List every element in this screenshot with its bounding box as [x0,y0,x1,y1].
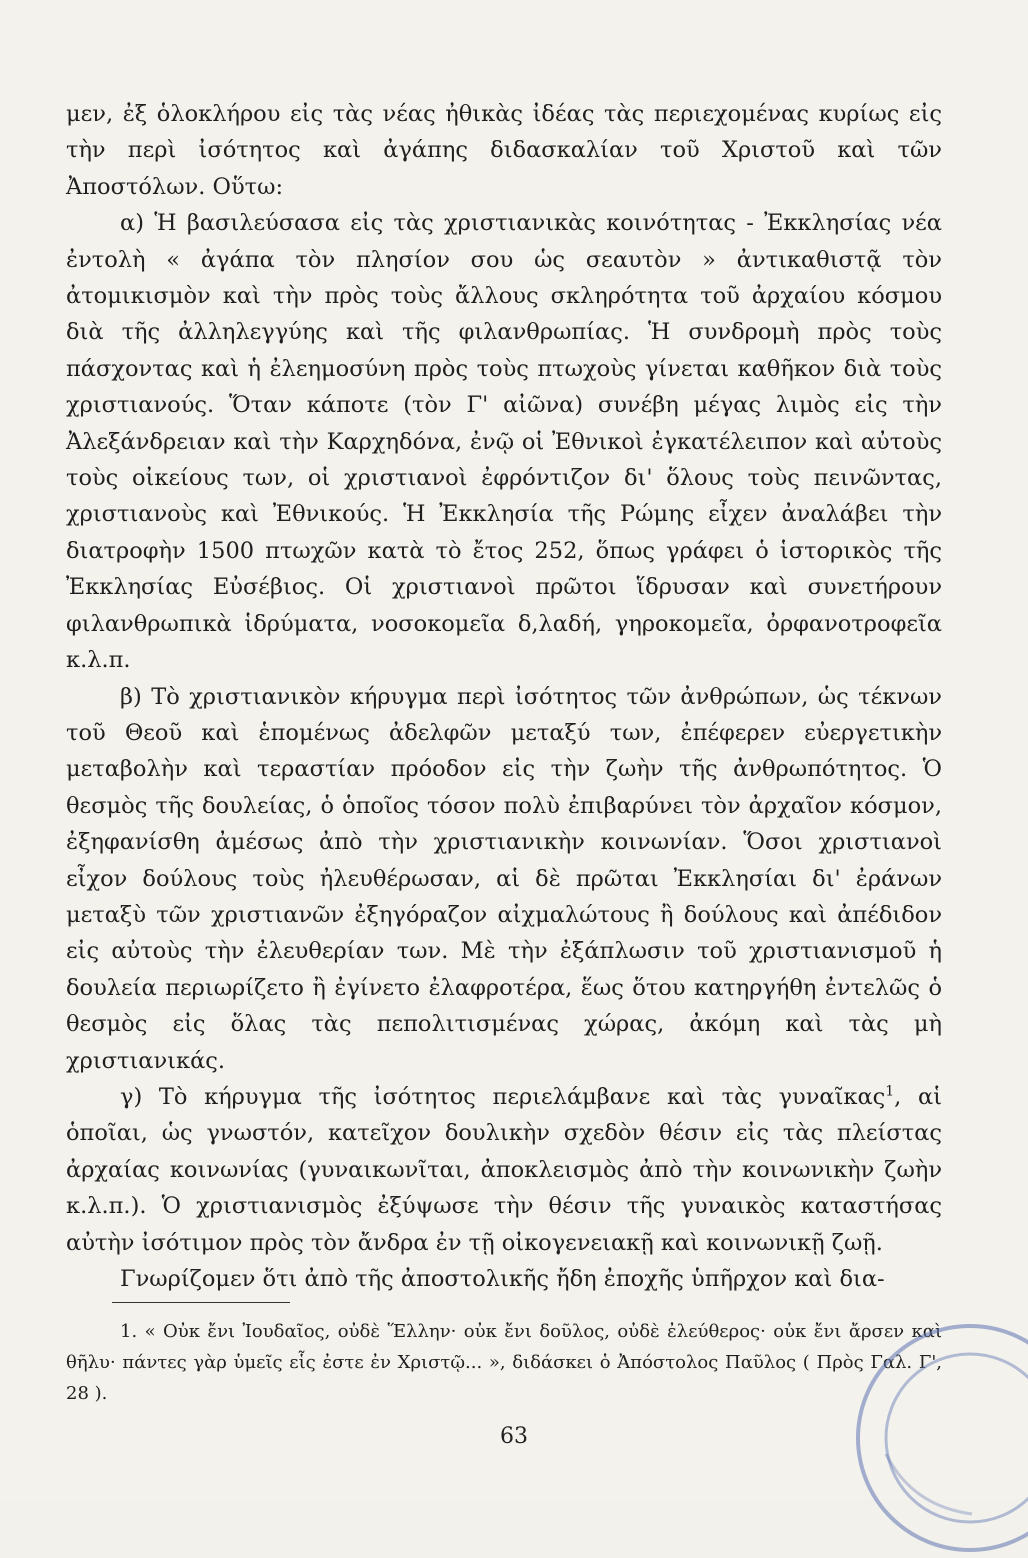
footnotes [66,1316,942,1409]
paragraph-alpha: α) Ἡ βασιλεύσασα εἰς τὰς χριστιανικὰς κοινότητας - Ἐκκλησίας νέα ἐντολὴ « ἀγάπα τὸν πλησίον σου ὡς σεαυτὸν » ἀντικαθιστᾷ τὸν ἀτομικισμὸν καὶ τὴν πρὸς τοὺς ἄλλους σκληρότητα τοῦ ἀρχαίου κόσμου διὰ τῆς ἀλληλεγγύης καὶ τῆς φιλανθρωπίας. Ἡ συνδρομὴ πρὸς τοὺς πάσχοντας καὶ ἡ ἐλεημοσύνη πρὸς τοὺς πτωχοὺς γίνεται καθῆκον διὰ τοὺς χριστιανούς. Ὅταν κάποτε (τὸν Γ' αἰῶνα) συνέβη μέγας λιμὸς εἰς τὴν Ἀλεξάνδρειαν καὶ τὴν Καρχηδόνα, ἐνῷ οἱ Ἐθνικοὶ ἐγκατέλειπον καὶ αὐτοὺς τοὺς οἰκείους των, οἱ χριστιανοὶ ἐφρόντιζον δι' ὅλους τοὺς πεινῶντας, χριστιανοὺς καὶ Ἐθνικούς. Ἡ Ἐκκλησία τῆς Ρώμης εἶχεν ἀναλάβει τὴν διατροφὴν 1500 πτωχῶν κατὰ τὸ ἔτος 252, ὅπως γράφει ὁ ἱστορικὸς τῆς Ἐκκλησίας Εὐσέβιος. Οἱ χριστιανοὶ πρῶτοι ἵδρυσαν καὶ συνετήρουν φιλανθρωπικὰ ἱδρύματα, νοσοκομεῖα δ,λαδή, γηροκομεῖα, ὀρφανοτροφεῖα κ.λ.π. [66,210,942,674]
footnote-1: 1. « Οὐκ ἔνι Ἰουδαῖος, οὐδὲ Ἕλλην· οὐκ ἔνι δοῦλος, οὐδὲ ἐλεύθερος· οὐκ ἔνι ἄρσεν καὶ θῆλυ· πάντες γὰρ ὑμεῖς εἷς ἐστε ἐν Χριστῷ... », διδάσκει ὁ Ἀπόστολος Παῦλος ( Πρὸς Γαλ. Γ', 28 ). [66,1321,942,1404]
paragraph-continued: Γνωρίζομεν ὅτι ἀπὸ τῆς ἀποστολικῆς ἤδη ἐποχῆς ὑπῆρχον καὶ δια- [120,1266,885,1292]
page-number: 63 [500,1424,528,1449]
stamp-inner-ring [886,1354,1028,1522]
footnote-divider [112,1302,290,1303]
paragraph-beta: β) Τὸ χριστιανικὸν κήρυγμα περὶ ἰσότητος τῶν ἀνθρώπων, ὡς τέκνων τοῦ Θεοῦ καὶ ἑπομένως ἀδελφῶν μεταξύ των, ἐπέφερεν εὐεργετικὴν μεταβολὴν καὶ τεραστίαν πρόοδον εἰς τὴν ζωὴν τῆς ἀνθρωπότητος. Ὁ θεσμὸς τῆς δουλείας, ὁ ὁποῖος τόσον πολὺ ἐπιβαρύνει τὸν ἀρχαῖον κόσμον, ἐξηφανίσθη ἀμέσως ἀπὸ τὴν χριστιανικὴν κοινωνίαν. Ὅσοι χριστιανοὶ εἶχον δούλους τοὺς ἠλευθέρωσαν, αἱ δὲ πρῶται Ἐκκλησίαι δι' ἐράνων μεταξὺ τῶν χριστιανῶν ἐξηγόραζον αἰχμαλώτους ἢ δούλους καὶ ἀπέδιδον εἰς αὐτοὺς τὴν ἐλευθερίαν των. Μὲ τὴν ἐξάπλωσιν τοῦ χριστιανισμοῦ ἡ δουλεία περιωρίζετο ἢ ἐγίνετο ἐλαφροτέρα, ἕως ὅτου κατηργήθη ἐντελῶς ὁ θεσμὸς εἰς ὅλας τὰς πεπολιτισμένας χώρας, ἀκόμη καὶ τὰς μὴ χριστιανικάς. [66,683,942,1074]
paragraph-gamma-end: , αἱ ὁποῖαι, ὡς γνωστόν, κατεῖχον δουλικὴν σχεδὸν θέσιν εἰς τὰς πλείστας ἀρχαίας κοινωνίας (γυναικωνῖται, ἀποκλεισμὸς ἀπὸ τὴν κοινωνικὴν ζωὴν κ.λ.π.). Ὁ χριστιανισμὸς ἐξύψωσε τὴν θέσιν τῆς γυναικὸς καταστήσας αὐτὴν ἰσότιμον πρὸς τὸν ἄνδρα ἐν τῇ οἰκογενειακῇ καὶ κοινωνικῇ ζωῇ. [66,1083,942,1256]
footnote-reference: 1 [885,1083,895,1100]
paragraph-intro: μεν, ἐξ ὁλοκλήρου εἰς τὰς νέας ἠθικὰς ἰδέας τὰς περιεχομένας κυρίως εἰς τὴν περὶ ἰσότητος καὶ ἀγάπης διδασκαλίαν τοῦ Χριστοῦ καὶ τῶν Ἀποστόλων. Οὕτω: [66,101,942,200]
body-text [66,96,942,1297]
paragraph-gamma-start: γ) Τὸ κήρυγμα τῆς ἰσότητος περιελάμβανε καὶ τὰς γυναῖκας [120,1083,886,1110]
library-stamp [850,1318,1028,1558]
paragraph-gamma [66,1079,942,1261]
